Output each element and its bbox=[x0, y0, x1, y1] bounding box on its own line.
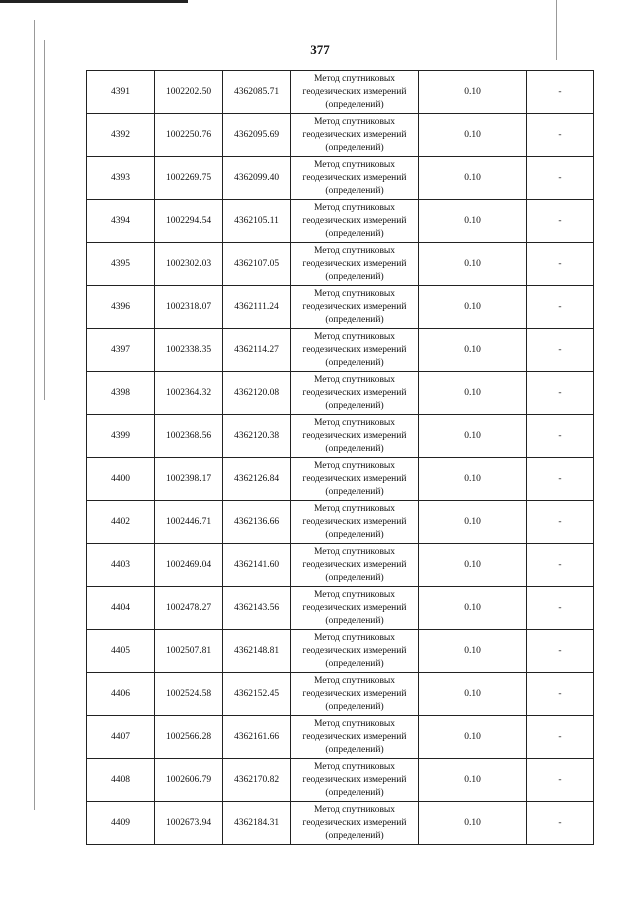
point-number-cell: 4392 bbox=[87, 114, 155, 157]
method-line: Метод спутниковых bbox=[313, 374, 396, 385]
method-cell bbox=[291, 673, 419, 716]
method-cell bbox=[291, 114, 419, 157]
x-coordinate-cell: 1002524.58 bbox=[155, 673, 223, 716]
accuracy-cell: 0.10 bbox=[419, 329, 527, 372]
scan-header-line bbox=[0, 0, 188, 3]
point-number-cell: 4398 bbox=[87, 372, 155, 415]
table-row bbox=[87, 243, 594, 286]
accuracy-cell: 0.10 bbox=[419, 200, 527, 243]
method-line: (определений) bbox=[325, 271, 384, 282]
x-coordinate-cell: 1002566.28 bbox=[155, 716, 223, 759]
note-cell: - bbox=[527, 759, 594, 802]
y-coordinate-cell: 4362085.71 bbox=[223, 71, 291, 114]
method-line: Метод спутниковых bbox=[313, 159, 396, 170]
table-row bbox=[87, 759, 594, 802]
accuracy-cell: 0.10 bbox=[419, 415, 527, 458]
method-line: Метод спутниковых bbox=[313, 245, 396, 256]
point-number-cell: 4406 bbox=[87, 673, 155, 716]
method-line: геодезических измерений bbox=[302, 688, 407, 699]
y-coordinate-cell: 4362120.08 bbox=[223, 372, 291, 415]
method-cell bbox=[291, 630, 419, 673]
method-line: геодезических измерений bbox=[302, 817, 407, 828]
point-number-cell: 4403 bbox=[87, 544, 155, 587]
method-line: (определений) bbox=[325, 744, 384, 755]
method-line: (определений) bbox=[325, 228, 384, 239]
note-cell: - bbox=[527, 200, 594, 243]
accuracy-cell: 0.10 bbox=[419, 114, 527, 157]
method-line: (определений) bbox=[325, 787, 384, 798]
method-line: (определений) bbox=[325, 99, 384, 110]
method-cell bbox=[291, 802, 419, 845]
note-cell: - bbox=[527, 114, 594, 157]
point-number-cell: 4396 bbox=[87, 286, 155, 329]
y-coordinate-cell: 4362152.45 bbox=[223, 673, 291, 716]
point-number-cell: 4397 bbox=[87, 329, 155, 372]
method-line: Метод спутниковых bbox=[313, 632, 396, 643]
x-coordinate-cell: 1002398.17 bbox=[155, 458, 223, 501]
point-number-cell: 4391 bbox=[87, 71, 155, 114]
method-line: (определений) bbox=[325, 615, 384, 626]
y-coordinate-cell: 4362170.82 bbox=[223, 759, 291, 802]
method-line: геодезических измерений bbox=[302, 559, 407, 570]
point-number-cell: 4408 bbox=[87, 759, 155, 802]
table-row bbox=[87, 114, 594, 157]
x-coordinate-cell: 1002364.32 bbox=[155, 372, 223, 415]
table-row bbox=[87, 716, 594, 759]
y-coordinate-cell: 4362126.84 bbox=[223, 458, 291, 501]
method-cell bbox=[291, 71, 419, 114]
point-number-cell: 4394 bbox=[87, 200, 155, 243]
method-line: Метод спутниковых bbox=[313, 417, 396, 428]
method-line: Метод спутниковых bbox=[313, 804, 396, 815]
scan-left-margin-line-2 bbox=[44, 40, 45, 400]
method-line: геодезических измерений bbox=[302, 602, 407, 613]
note-cell: - bbox=[527, 329, 594, 372]
note-cell: - bbox=[527, 587, 594, 630]
method-line: геодезических измерений bbox=[302, 731, 407, 742]
x-coordinate-cell: 1002250.76 bbox=[155, 114, 223, 157]
x-coordinate-cell: 1002202.50 bbox=[155, 71, 223, 114]
table-row bbox=[87, 458, 594, 501]
note-cell: - bbox=[527, 458, 594, 501]
method-line: Метод спутниковых bbox=[313, 288, 396, 299]
method-cell bbox=[291, 286, 419, 329]
method-line: геодезических измерений bbox=[302, 172, 407, 183]
method-line: геодезических измерений bbox=[302, 645, 407, 656]
point-number-cell: 4402 bbox=[87, 501, 155, 544]
accuracy-cell: 0.10 bbox=[419, 243, 527, 286]
accuracy-cell: 0.10 bbox=[419, 630, 527, 673]
accuracy-cell: 0.10 bbox=[419, 71, 527, 114]
method-line: (определений) bbox=[325, 701, 384, 712]
method-line: (определений) bbox=[325, 529, 384, 540]
method-line: Метод спутниковых bbox=[313, 202, 396, 213]
method-cell bbox=[291, 329, 419, 372]
y-coordinate-cell: 4362099.40 bbox=[223, 157, 291, 200]
x-coordinate-cell: 1002507.81 bbox=[155, 630, 223, 673]
method-cell bbox=[291, 372, 419, 415]
note-cell: - bbox=[527, 286, 594, 329]
point-number-cell: 4399 bbox=[87, 415, 155, 458]
method-line: Метод спутниковых bbox=[313, 331, 396, 342]
y-coordinate-cell: 4362105.11 bbox=[223, 200, 291, 243]
accuracy-cell: 0.10 bbox=[419, 286, 527, 329]
method-line: геодезических измерений bbox=[302, 473, 407, 484]
method-line: геодезических измерений bbox=[302, 430, 407, 441]
accuracy-cell: 0.10 bbox=[419, 802, 527, 845]
x-coordinate-cell: 1002269.75 bbox=[155, 157, 223, 200]
y-coordinate-cell: 4362136.66 bbox=[223, 501, 291, 544]
note-cell: - bbox=[527, 372, 594, 415]
method-line: геодезических измерений bbox=[302, 215, 407, 226]
x-coordinate-cell: 1002338.35 bbox=[155, 329, 223, 372]
method-line: Метод спутниковых bbox=[313, 73, 396, 84]
method-line: (определений) bbox=[325, 357, 384, 368]
coordinates-table bbox=[86, 70, 594, 845]
scan-left-margin-line bbox=[34, 20, 35, 810]
table-row bbox=[87, 587, 594, 630]
point-number-cell: 4395 bbox=[87, 243, 155, 286]
point-number-cell: 4409 bbox=[87, 802, 155, 845]
method-cell bbox=[291, 243, 419, 286]
method-line: Метод спутниковых bbox=[313, 589, 396, 600]
method-cell bbox=[291, 759, 419, 802]
method-line: Метод спутниковых bbox=[313, 116, 396, 127]
note-cell: - bbox=[527, 157, 594, 200]
method-line: (определений) bbox=[325, 314, 384, 325]
table-row bbox=[87, 157, 594, 200]
accuracy-cell: 0.10 bbox=[419, 458, 527, 501]
accuracy-cell: 0.10 bbox=[419, 544, 527, 587]
method-cell bbox=[291, 544, 419, 587]
note-cell: - bbox=[527, 802, 594, 845]
y-coordinate-cell: 4362161.66 bbox=[223, 716, 291, 759]
accuracy-cell: 0.10 bbox=[419, 501, 527, 544]
method-line: геодезических измерений bbox=[302, 301, 407, 312]
y-coordinate-cell: 4362120.38 bbox=[223, 415, 291, 458]
note-cell: - bbox=[527, 71, 594, 114]
table-row bbox=[87, 673, 594, 716]
method-line: Метод спутниковых bbox=[313, 460, 396, 471]
y-coordinate-cell: 4362095.69 bbox=[223, 114, 291, 157]
note-cell: - bbox=[527, 243, 594, 286]
method-line: (определений) bbox=[325, 830, 384, 841]
method-line: (определений) bbox=[325, 572, 384, 583]
method-cell bbox=[291, 716, 419, 759]
point-number-cell: 4407 bbox=[87, 716, 155, 759]
y-coordinate-cell: 4362111.24 bbox=[223, 286, 291, 329]
method-line: Метод спутниковых bbox=[313, 503, 396, 514]
method-line: (определений) bbox=[325, 486, 384, 497]
method-line: геодезических измерений bbox=[302, 516, 407, 527]
method-line: Метод спутниковых bbox=[313, 761, 396, 772]
accuracy-cell: 0.10 bbox=[419, 587, 527, 630]
table-row bbox=[87, 71, 594, 114]
note-cell: - bbox=[527, 673, 594, 716]
table-row bbox=[87, 200, 594, 243]
table-row bbox=[87, 415, 594, 458]
method-line: геодезических измерений bbox=[302, 387, 407, 398]
method-cell bbox=[291, 501, 419, 544]
table-row bbox=[87, 630, 594, 673]
x-coordinate-cell: 1002478.27 bbox=[155, 587, 223, 630]
point-number-cell: 4404 bbox=[87, 587, 155, 630]
method-line: геодезических измерений bbox=[302, 258, 407, 269]
method-cell bbox=[291, 587, 419, 630]
y-coordinate-cell: 4362184.31 bbox=[223, 802, 291, 845]
method-cell bbox=[291, 157, 419, 200]
x-coordinate-cell: 1002294.54 bbox=[155, 200, 223, 243]
x-coordinate-cell: 1002673.94 bbox=[155, 802, 223, 845]
y-coordinate-cell: 4362143.56 bbox=[223, 587, 291, 630]
table-row bbox=[87, 286, 594, 329]
point-number-cell: 4405 bbox=[87, 630, 155, 673]
accuracy-cell: 0.10 bbox=[419, 372, 527, 415]
method-line: геодезических измерений bbox=[302, 344, 407, 355]
table-row bbox=[87, 329, 594, 372]
point-number-cell: 4400 bbox=[87, 458, 155, 501]
method-line: Метод спутниковых bbox=[313, 546, 396, 557]
page-number: 377 bbox=[310, 42, 330, 57]
method-line: (определений) bbox=[325, 400, 384, 411]
y-coordinate-cell: 4362107.05 bbox=[223, 243, 291, 286]
table-row bbox=[87, 802, 594, 845]
x-coordinate-cell: 1002446.71 bbox=[155, 501, 223, 544]
x-coordinate-cell: 1002302.03 bbox=[155, 243, 223, 286]
x-coordinate-cell: 1002469.04 bbox=[155, 544, 223, 587]
method-line: (определений) bbox=[325, 658, 384, 669]
method-line: (определений) bbox=[325, 443, 384, 454]
method-line: геодезических измерений bbox=[302, 86, 407, 97]
x-coordinate-cell: 1002318.07 bbox=[155, 286, 223, 329]
y-coordinate-cell: 4362141.60 bbox=[223, 544, 291, 587]
note-cell: - bbox=[527, 716, 594, 759]
x-coordinate-cell: 1002368.56 bbox=[155, 415, 223, 458]
table-row bbox=[87, 501, 594, 544]
method-line: Метод спутниковых bbox=[313, 675, 396, 686]
method-line: Метод спутниковых bbox=[313, 718, 396, 729]
method-cell bbox=[291, 415, 419, 458]
note-cell: - bbox=[527, 501, 594, 544]
method-line: геодезических измерений bbox=[302, 129, 407, 140]
note-cell: - bbox=[527, 630, 594, 673]
table-row bbox=[87, 544, 594, 587]
accuracy-cell: 0.10 bbox=[419, 759, 527, 802]
method-cell bbox=[291, 200, 419, 243]
method-line: геодезических измерений bbox=[302, 774, 407, 785]
accuracy-cell: 0.10 bbox=[419, 673, 527, 716]
note-cell: - bbox=[527, 415, 594, 458]
table-row bbox=[87, 372, 594, 415]
note-cell: - bbox=[527, 544, 594, 587]
y-coordinate-cell: 4362148.81 bbox=[223, 630, 291, 673]
point-number-cell: 4393 bbox=[87, 157, 155, 200]
method-line: (определений) bbox=[325, 185, 384, 196]
accuracy-cell: 0.10 bbox=[419, 716, 527, 759]
method-line: (определений) bbox=[325, 142, 384, 153]
x-coordinate-cell: 1002606.79 bbox=[155, 759, 223, 802]
y-coordinate-cell: 4362114.27 bbox=[223, 329, 291, 372]
accuracy-cell: 0.10 bbox=[419, 157, 527, 200]
method-cell bbox=[291, 458, 419, 501]
